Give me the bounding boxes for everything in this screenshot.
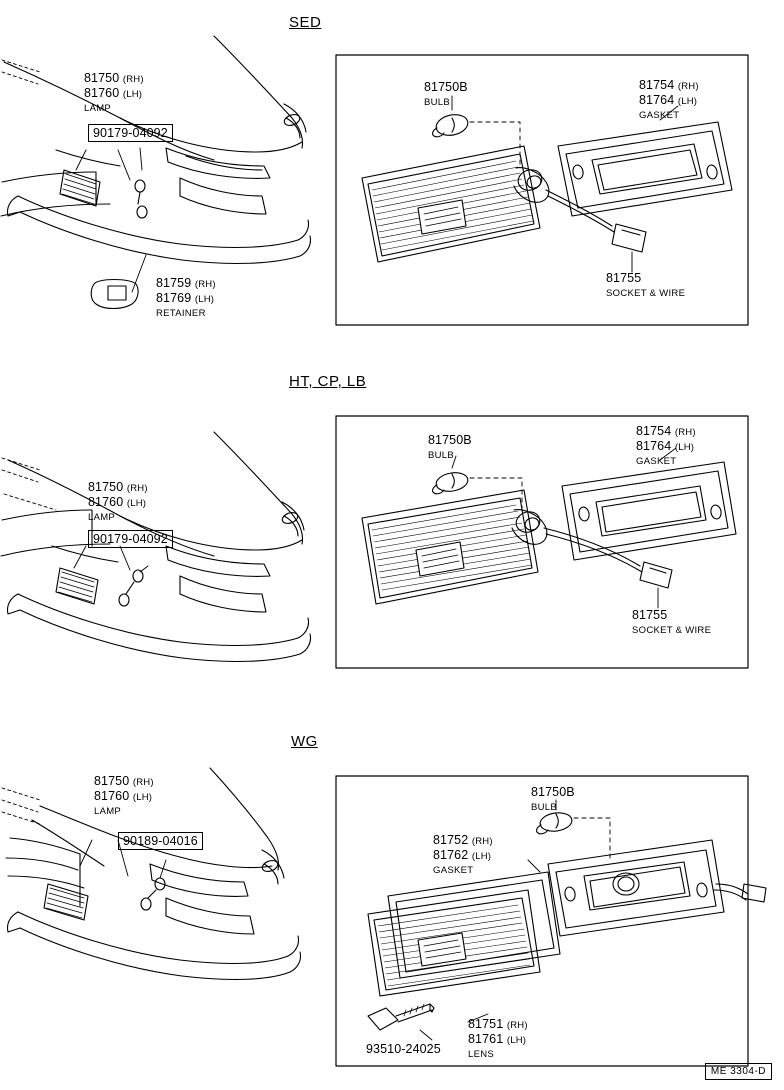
retainer-caption: RETAINER [156,308,206,319]
lens-rh-number: 81751 [468,1017,504,1031]
lamp-caption: LAMP [94,806,122,817]
bulb-number: 81750B [424,80,468,94]
bulb-caption: BULB [424,96,451,108]
bulb-number: 81750B [428,433,472,447]
socket-caption: SOCKET & WIRE [632,624,712,636]
retainer-lh-number: 81769 [156,290,192,305]
lamp-lh-number: 81760 [84,85,120,100]
gasket-lh-suffix: (LH) [674,441,695,453]
section-title-ht-cp-lb: HT, CP, LB [289,373,367,390]
bulb-number: 81750B [531,785,575,799]
lamp-lh-suffix: (LH) [122,88,143,100]
lamp-caption: LAMP [88,512,116,523]
retainer-rh-suffix: (RH) [194,279,216,290]
label-bulb-ht [428,434,472,462]
label-lamp-sed [84,72,144,116]
section-title-sed: SED [289,14,322,31]
lamp-lh-number: 81760 [94,788,130,803]
bulb-caption: BULB [531,801,558,813]
document-code: ME 3304-D [705,1063,772,1080]
label-screw2-wg: 93510-24025 [366,1042,441,1056]
gasket-caption: GASKET [636,456,677,467]
lamp-lh-suffix: (LH) [132,791,153,803]
gasket-lh-suffix: (LH) [677,95,698,107]
gasket-rh-suffix: (RH) [674,427,696,438]
gasket-rh-suffix: (RH) [471,836,493,847]
label-screw-sed: 90179-04092 [88,124,173,142]
gasket-rh-number: 81754 [639,78,675,92]
label-lamp-ht [88,481,148,525]
label-screw-ht: 90179-04092 [88,530,173,548]
lamp-lh-suffix: (LH) [126,497,147,509]
gasket-rh-suffix: (RH) [677,81,699,92]
lamp-rh-suffix: (RH) [132,777,154,788]
gasket-lh-number: 81762 [433,847,469,862]
gasket-rh-number: 81754 [636,424,672,438]
label-gasket-wg [433,834,493,878]
lamp-rh-suffix: (RH) [122,74,144,85]
gasket-caption: GASKET [433,865,474,876]
label-socket-sed [606,272,685,300]
lamp-rh-number: 81750 [94,774,130,788]
lamp-caption: LAMP [84,103,112,114]
lens-caption: LENS [468,1049,495,1060]
label-screw-wg: 90189-04016 [118,832,203,850]
retainer-rh-number: 81759 [156,276,192,290]
gasket-lh-suffix: (LH) [471,850,492,862]
lens-lh-suffix: (LH) [506,1034,527,1046]
label-bulb-sed [424,81,468,109]
label-lens-wg [468,1018,528,1062]
lamp-lh-number: 81760 [88,494,124,509]
section-title-wg: WG [291,733,318,750]
label-gasket-ht [636,425,696,469]
label-gasket-sed [639,79,699,123]
bulb-caption: BULB [428,449,455,461]
gasket-caption: GASKET [639,110,680,121]
gasket-rh-number: 81752 [433,833,469,847]
gasket-lh-number: 81764 [636,438,672,453]
label-bulb-wg [531,786,575,814]
label-retainer-sed [156,277,216,321]
gasket-lh-number: 81764 [639,92,675,107]
label-lamp-wg [94,775,154,819]
lens-rh-suffix: (RH) [506,1020,528,1031]
socket-caption: SOCKET & WIRE [606,287,686,299]
label-socket-ht [632,609,711,637]
retainer-lh-suffix: (LH) [194,293,215,305]
socket-number: 81755 [632,608,668,622]
lamp-rh-suffix: (RH) [126,483,148,494]
lamp-rh-number: 81750 [88,480,124,494]
lamp-rh-number: 81750 [84,71,120,85]
socket-number: 81755 [606,271,642,285]
lens-lh-number: 81761 [468,1031,504,1046]
